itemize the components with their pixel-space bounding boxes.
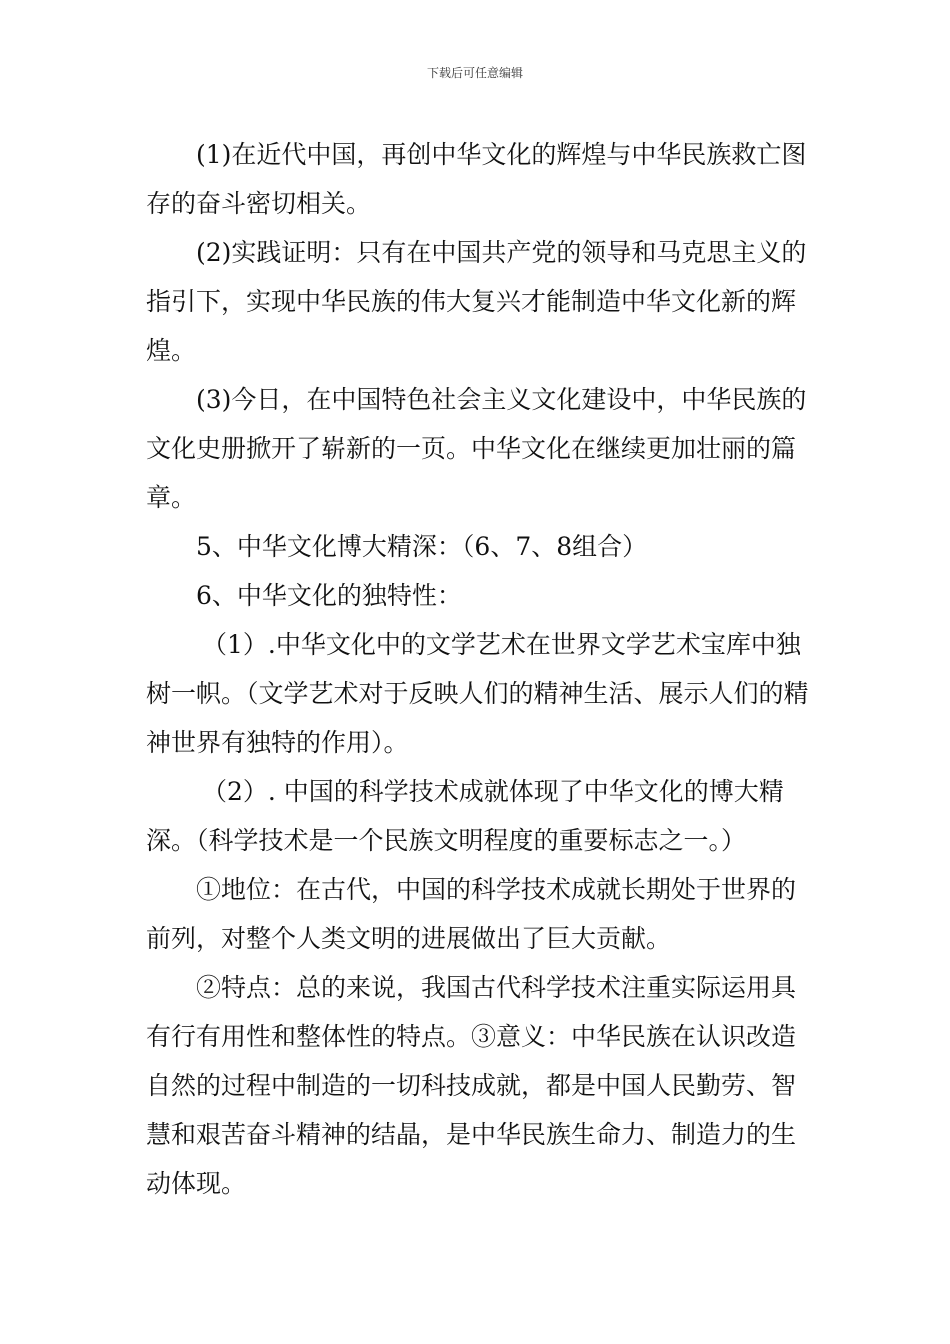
- paragraph-8: ①地位：在古代，中国的科学技术成就长期处于世界的前列，对整个人类文明的进展做出了巨大贡献。: [146, 875, 797, 953]
- paragraph-9: ②特点：总的来说，我国古代科学技术注重实际运用具有行有用性和整体性的特点。③意义：中华民族在认识改造自然的过程中制造的一切科技成就，都是中国人民勤劳、智慧和艰苦奋斗精神的结晶，是中华民族生命力、制造力的生动体现。: [146, 973, 797, 1198]
- paragraph-2: (2)实践证明：只有在中国共产党的领导和马克思主义的指引下，实现中华民族的伟大复兴才能制造中华文化新的辉煌。: [146, 238, 807, 365]
- paragraph-3: (3)今日，在中国特色社会主义文化建设中，中华民族的文化史册掀开了崭新的一页。中华文化在继续更加壮丽的篇章。: [146, 385, 807, 512]
- paragraph-7: （2）. 中国的科学技术成就体现了中华文化的博大精深。（科学技术是一个民族文明程度的重要标志之一。）: [146, 777, 784, 855]
- paragraph-4: 5、中华文化博大精深：（6、7、8组合）: [196, 532, 648, 561]
- paragraph-1: (1)在近代中国，再创中华文化的辉煌与中华民族救亡图存的奋斗密切相关。: [146, 140, 807, 218]
- document-body: [146, 130, 811, 1208]
- paragraph-5: 6、中华文化的独特性：: [196, 581, 462, 610]
- paragraph-6: （1）.中华文化中的文学艺术在世界文学艺术宝库中独树一帜。（文学艺术对于反映人们的精神生活、展示人们的精神世界有独特的作用）。: [146, 630, 809, 757]
- page-header: 下载后可任意编辑: [426, 66, 523, 80]
